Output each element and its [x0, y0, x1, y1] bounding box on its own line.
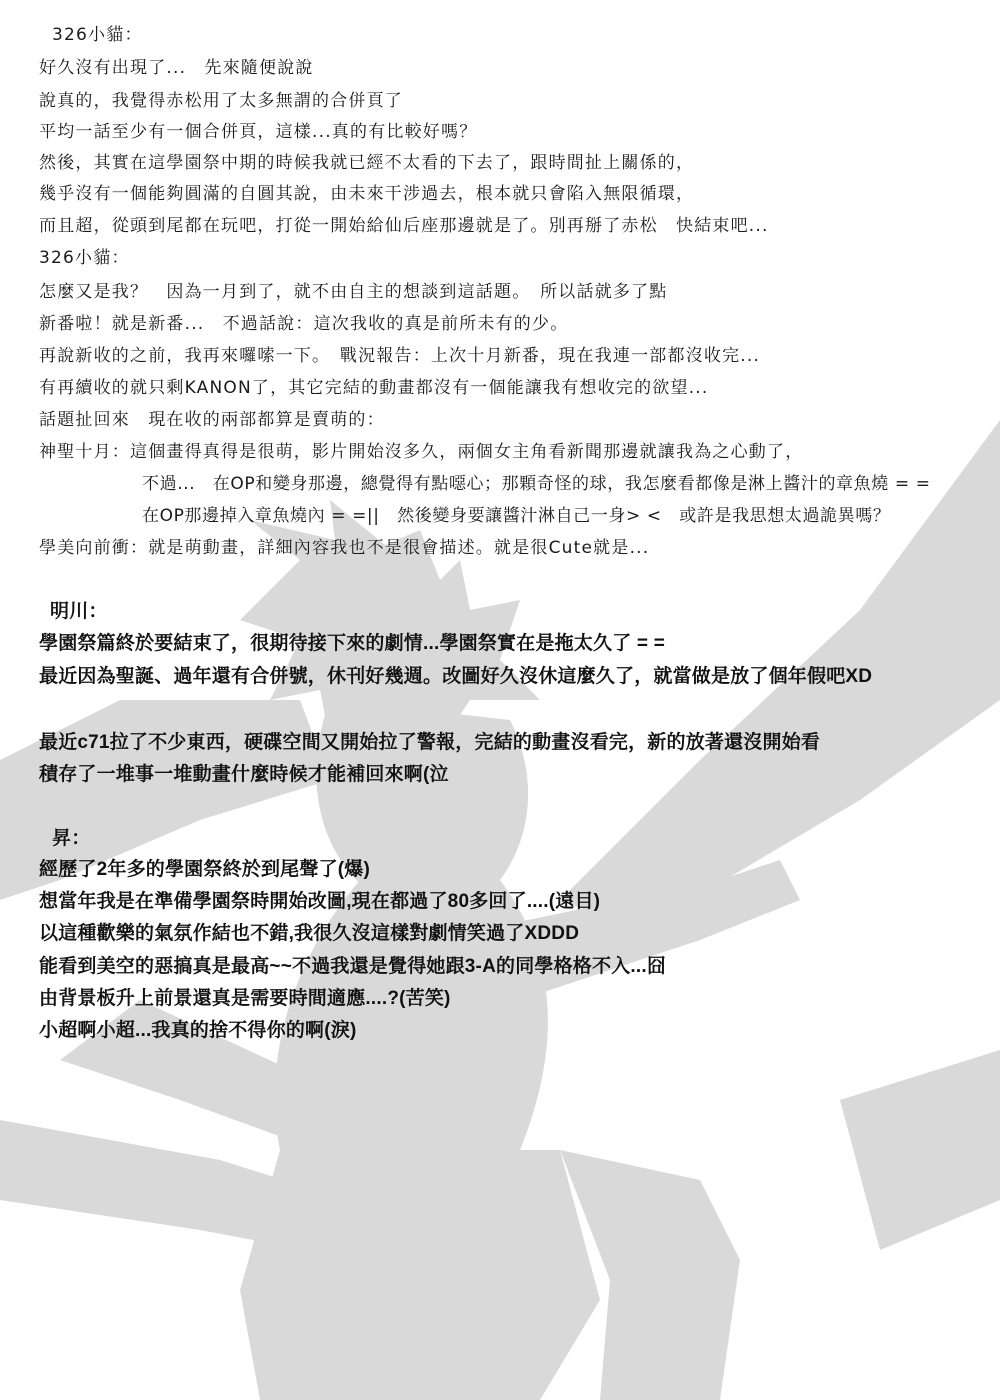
text-line: 幾乎沒有一個能夠圓滿的自圓其說，由未來干涉過去，根本就只會陷入無限循環， — [39, 184, 695, 204]
text-line: 學美向前衝：就是萌動畫，詳細內容我也不是很會描述。就是很Cute就是... — [39, 538, 650, 558]
text-line: 不過... 在OP和變身那邊，總覺得有點噁心；那顆奇怪的球，我怎麼看都像是淋上醬汁的章魚燒 = = — [142, 474, 931, 494]
text-line: 能看到美空的惡搞真是最高~~不過我還是覺得她跟3-A的同學格格不入...囧 — [39, 956, 667, 977]
text-line: 積存了一堆事一堆動畫什麼時候才能補回來啊(泣 — [39, 764, 449, 785]
text-line: 而且超，從頭到尾都在玩吧，打從一開始給仙后座那邊就是了。別再掰了赤松 快結束吧... — [39, 216, 769, 236]
text-line: 在OP那邊掉入章魚燒內 = =|| 然後變身要讓醬汁淋自己一身> < 或許是我思想太過詭異嗎？ — [142, 506, 891, 526]
text-line: 以這種歡樂的氣氛作結也不錯,我很久沒這樣對劇情笑過了XDDD — [39, 923, 580, 944]
text-line: 學園祭篇終於要結束了，很期待接下來的劇情...學園祭實在是拖太久了 = = — [39, 633, 665, 654]
text-line: 話題扯回來 現在收的兩部都算是賣萌的： — [39, 410, 385, 430]
text-line: 最近c71拉了不少東西，硬碟空間又開始拉了警報，完結的動畫沒看完，新的放著還沒開始看 — [39, 732, 821, 753]
text-line: 再說新收的之前，我再來囉嗦一下。 戰況報告：上次十月新番，現在我連一部都沒收完... — [39, 346, 761, 366]
text-line: 想當年我是在準備學園祭時開始改圖,現在都過了80多回了....(遠目) — [39, 891, 601, 912]
author-name: 326小貓： — [39, 248, 130, 268]
text-line: 經歷了2年多的學園祭終於到尾聲了(爆) — [39, 859, 371, 880]
author-name: 昇： — [52, 828, 91, 849]
text-line: 有再續收的就只剩KANON了，其它完結的動畫都沒有一個能讓我有想收完的欲望... — [39, 378, 709, 398]
text-line: 新番啦！就是新番... 不過話說：這次我收的真是前所未有的少。 — [39, 314, 569, 334]
text-line: 小超啊小超...我真的捨不得你的啊(淚) — [39, 1020, 357, 1041]
text-line: 說真的，我覺得赤松用了太多無謂的合併頁了 — [39, 91, 403, 111]
text-line: 最近因為聖誕、過年還有合併號，休刊好幾週。改圖好久沒休這麼久了，就當做是放了個年假吧XD — [39, 666, 873, 687]
text-line: 由背景板升上前景還真是需要時間適應....?(苦笑) — [39, 988, 451, 1009]
author-name: 明川： — [50, 601, 108, 622]
text-line: 然後，其實在這學園祭中期的時候我就已經不太看的下去了，跟時間扯上關係的， — [39, 153, 695, 173]
text-line: 怎麼又是我？ 因為一月到了，就不由自主的想談到這話題。 所以話就多了點 — [39, 282, 668, 302]
text-line: 平均一話至少有一個合併頁，這樣...真的有比較好嗎？ — [39, 122, 478, 142]
author-name: 326小貓： — [52, 25, 143, 45]
text-line: 好久沒有出現了... 先來隨便說說 — [39, 58, 314, 78]
text-line: 神聖十月：這個畫得真得是很萌，影片開始沒多久，兩個女主角看新聞那邊就讓我為之心動了， — [39, 442, 804, 462]
